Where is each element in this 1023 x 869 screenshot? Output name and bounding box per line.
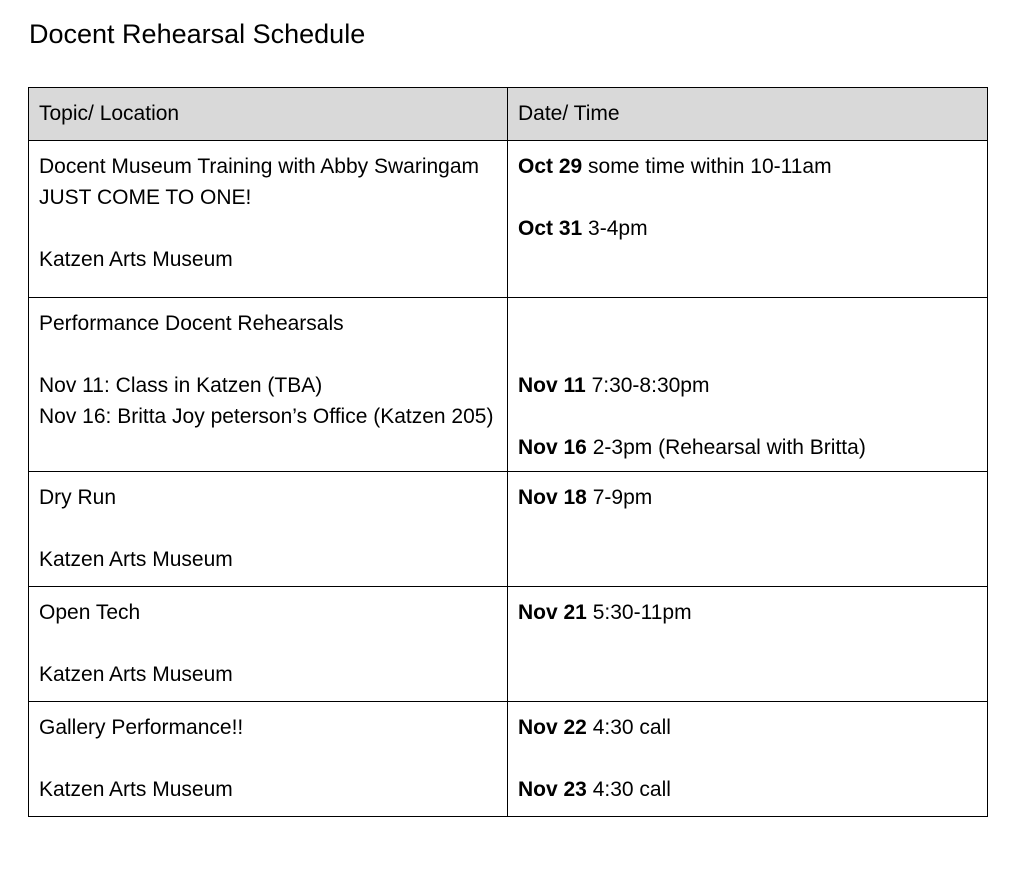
spacer [39,513,497,544]
date-cell [508,587,988,702]
column-header-date: Date/ Time [508,88,988,141]
spacer [518,182,977,213]
date-label: Nov 23 [518,778,587,801]
date-entry [518,482,977,513]
spacer [39,339,497,370]
topic-title: Open Tech [39,601,141,624]
table-header-row [29,88,988,141]
date-cell [508,298,988,472]
date-entry [518,213,977,244]
topic-cell [29,298,508,472]
table-row [29,472,988,587]
table-row [29,702,988,817]
spacer [518,339,977,370]
time-label: 7-9pm [592,486,653,509]
topic-title: Dry Run [39,486,117,509]
schedule-table [28,87,988,817]
page-title: Docent Rehearsal Schedule [29,19,366,49]
topic-title: Docent Museum Training with Abby Swaringam [39,155,480,178]
date-label: Nov 18 [518,486,587,509]
time-label: 7:30-8:30pm [591,374,710,397]
topic-cell [29,702,508,817]
time-label: 4:30 call [592,716,671,739]
spacer [518,743,977,774]
topic-detail: Nov 16: Britta Joy peterson’s Office (Katzen 205) [39,405,494,428]
date-label: Nov 21 [518,601,587,624]
time-label: 3-4pm [588,217,648,240]
date-label: Nov 16 [518,436,587,459]
date-entry [518,432,977,463]
date-label: Oct 31 [518,217,583,240]
date-cell [508,141,988,298]
spacer [39,213,497,244]
date-cell [508,472,988,587]
date-entry [518,712,977,743]
table-row [29,587,988,702]
spacer [39,743,497,774]
time-label: 2-3pm (Rehearsal with Britta) [592,436,866,459]
topic-cell [29,587,508,702]
time-label: 5:30-11pm [592,601,692,624]
spacer [39,628,497,659]
topic-cell [29,141,508,298]
date-entry [518,151,977,182]
column-header-topic: Topic/ Location [29,88,508,141]
topic-location: Katzen Arts Museum [39,248,233,271]
topic-location: Katzen Arts Museum [39,548,233,571]
date-entry [518,597,977,628]
topic-title: Performance Docent Rehearsals [39,312,344,335]
topic-location: Katzen Arts Museum [39,778,233,801]
table-row [29,141,988,298]
topic-note: JUST COME TO ONE! [39,186,252,209]
date-cell [508,702,988,817]
topic-cell [29,472,508,587]
time-label: some time within 10-11am [588,155,832,178]
spacer [518,401,977,432]
topic-title: Gallery Performance!! [39,716,244,739]
topic-location: Katzen Arts Museum [39,663,233,686]
date-label: Nov 22 [518,716,587,739]
date-entry [518,774,977,805]
date-label: Oct 29 [518,155,583,178]
spacer [518,308,977,339]
table-row [29,298,988,472]
topic-detail: Nov 11: Class in Katzen (TBA) [39,374,323,397]
time-label: 4:30 call [592,778,671,801]
date-entry [518,370,977,401]
date-label: Nov 11 [518,374,586,397]
